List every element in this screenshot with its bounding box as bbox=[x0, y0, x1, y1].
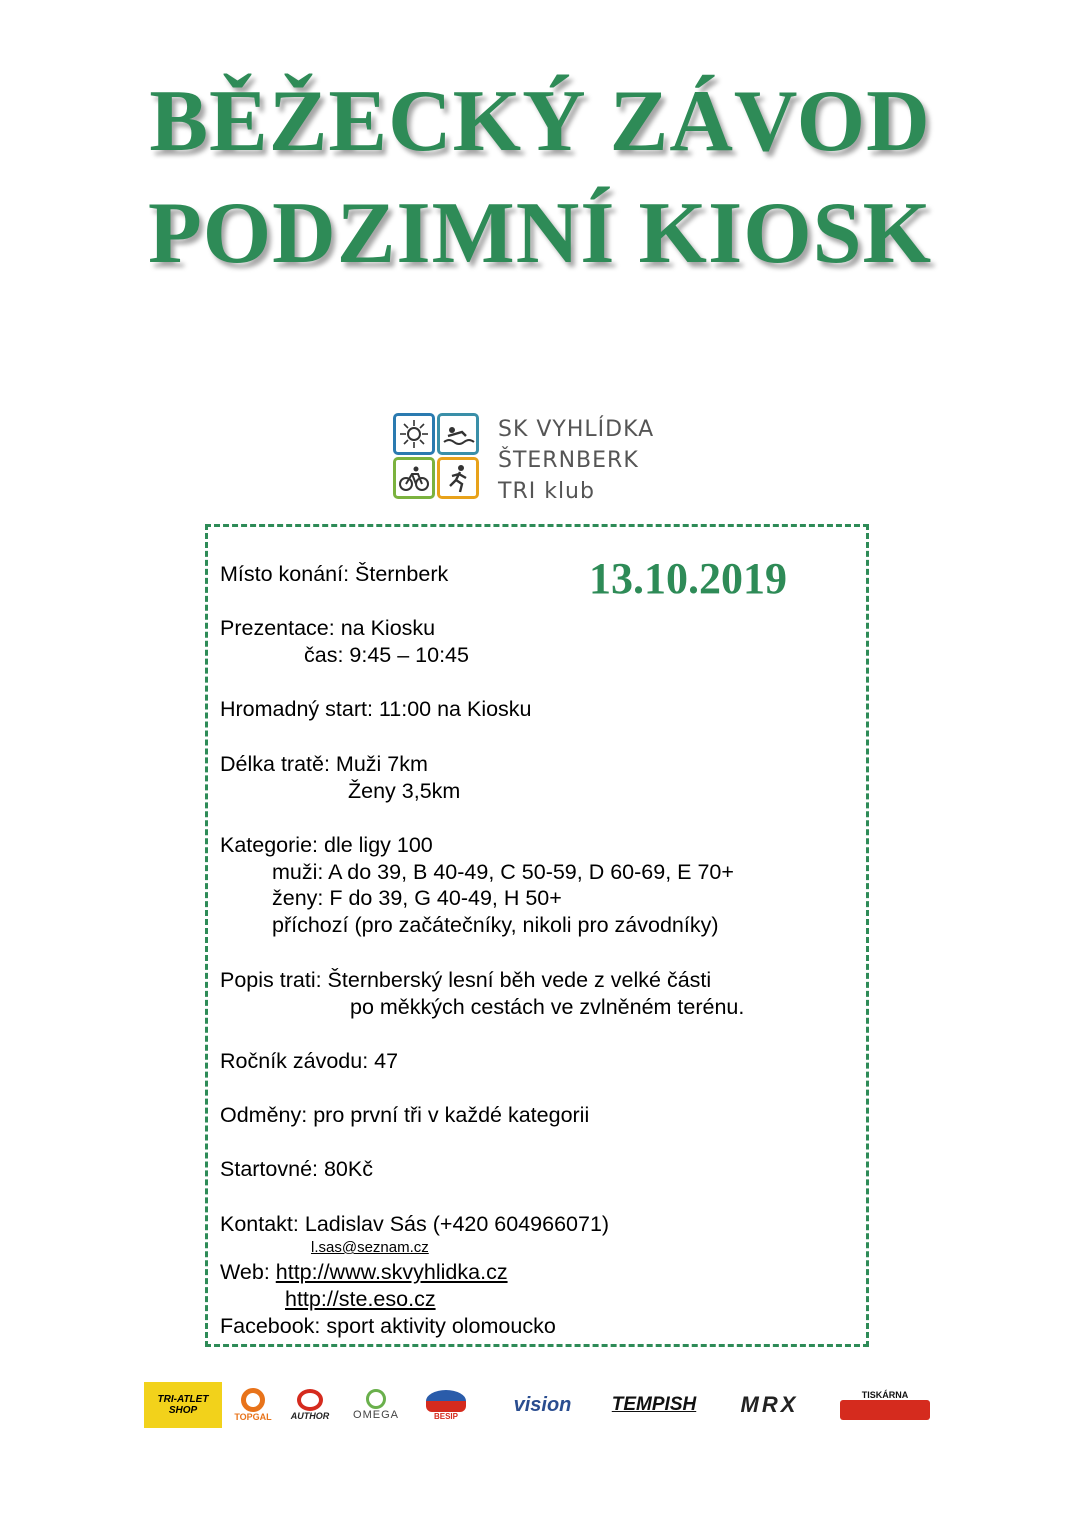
registration-time: čas: 9:45 – 10:45 bbox=[304, 643, 469, 667]
club-logo-line-3: TRI klub bbox=[498, 479, 595, 504]
sponsor-besip: BESIP bbox=[422, 1382, 470, 1428]
prizes: Odměny: pro první tři v každé kategorii bbox=[220, 1103, 590, 1127]
web-link-1[interactable]: http://www.skvyhlidka.cz bbox=[275, 1260, 508, 1284]
facebook: Facebook: sport aktivity olomoucko bbox=[220, 1314, 556, 1338]
tiskarna-icon bbox=[840, 1400, 930, 1420]
sponsor-tempish: TEMPISH bbox=[611, 1394, 697, 1415]
club-logo bbox=[393, 413, 703, 505]
web-link-2[interactable]: http://ste.eso.cz bbox=[285, 1287, 436, 1311]
categories-men: muži: A do 39, B 40-49, C 50-59, D 60-69, E 70+ bbox=[272, 860, 734, 884]
title-line-1: BĚŽECKÝ ZÁVOD bbox=[149, 73, 931, 170]
sponsor-author: AUTHOR bbox=[284, 1382, 336, 1428]
sun-icon bbox=[393, 413, 435, 455]
event-date: 13.10.2019 bbox=[589, 554, 787, 603]
categories-women: ženy: F do 39, G 40-49, H 50+ bbox=[272, 886, 562, 910]
length-women: Ženy 3,5km bbox=[348, 779, 461, 803]
mass-start: Hromadný start: 11:00 na Kiosku bbox=[220, 697, 532, 721]
sponsor-tiskarna: TISKÁRNA bbox=[838, 1382, 932, 1428]
omega-icon bbox=[366, 1389, 386, 1409]
entry-fee: Startovné: 80Kč bbox=[220, 1157, 373, 1181]
topgal-icon bbox=[241, 1388, 265, 1412]
web-label: Web: bbox=[220, 1260, 276, 1284]
sponsor-tri-atlet-shop: TRI-ATLET SHOP bbox=[144, 1382, 222, 1428]
sponsor-logos bbox=[140, 1382, 940, 1428]
sponsor-mrx: MRX bbox=[740, 1392, 799, 1417]
venue: Místo konání: Šternberk bbox=[220, 562, 449, 586]
registration: Prezentace: na Kiosku bbox=[220, 616, 436, 640]
sponsor-omega: OMEGA bbox=[346, 1382, 406, 1428]
besip-icon bbox=[426, 1390, 466, 1412]
web-row bbox=[220, 1260, 508, 1286]
edition: Ročník závodu: 47 bbox=[220, 1049, 399, 1073]
length-men: Délka tratě: Muži 7km bbox=[220, 752, 428, 776]
categories-walkers: příchozí (pro začátečníky, nikoli pro závodníky) bbox=[272, 913, 719, 937]
course-description-1: Popis trati: Šternberský lesní běh vede z velké části bbox=[220, 968, 712, 992]
sponsor-topgal: TOPGAL bbox=[232, 1382, 274, 1428]
club-logo-line-1: SK VYHLÍDKA bbox=[498, 417, 655, 442]
swimmer-icon bbox=[437, 413, 479, 455]
author-icon bbox=[297, 1389, 323, 1411]
runner-icon bbox=[437, 457, 479, 499]
cyclist-icon bbox=[393, 457, 435, 499]
email-link[interactable]: l.sas@seznam.cz bbox=[311, 1239, 429, 1256]
club-logo-line-2: ŠTERNBERK bbox=[498, 448, 639, 473]
course-description-2: po měkkých cestách ve zvlněném terénu. bbox=[350, 995, 745, 1019]
club-logo-icons bbox=[393, 413, 479, 501]
sponsor-vision: vision bbox=[513, 1393, 572, 1416]
categories: Kategorie: dle ligy 100 bbox=[220, 833, 433, 857]
title-line-2: PODZIMNÍ KIOSK bbox=[147, 185, 933, 282]
contact: Kontakt: Ladislav Sás (+420 604966071) bbox=[220, 1212, 610, 1236]
